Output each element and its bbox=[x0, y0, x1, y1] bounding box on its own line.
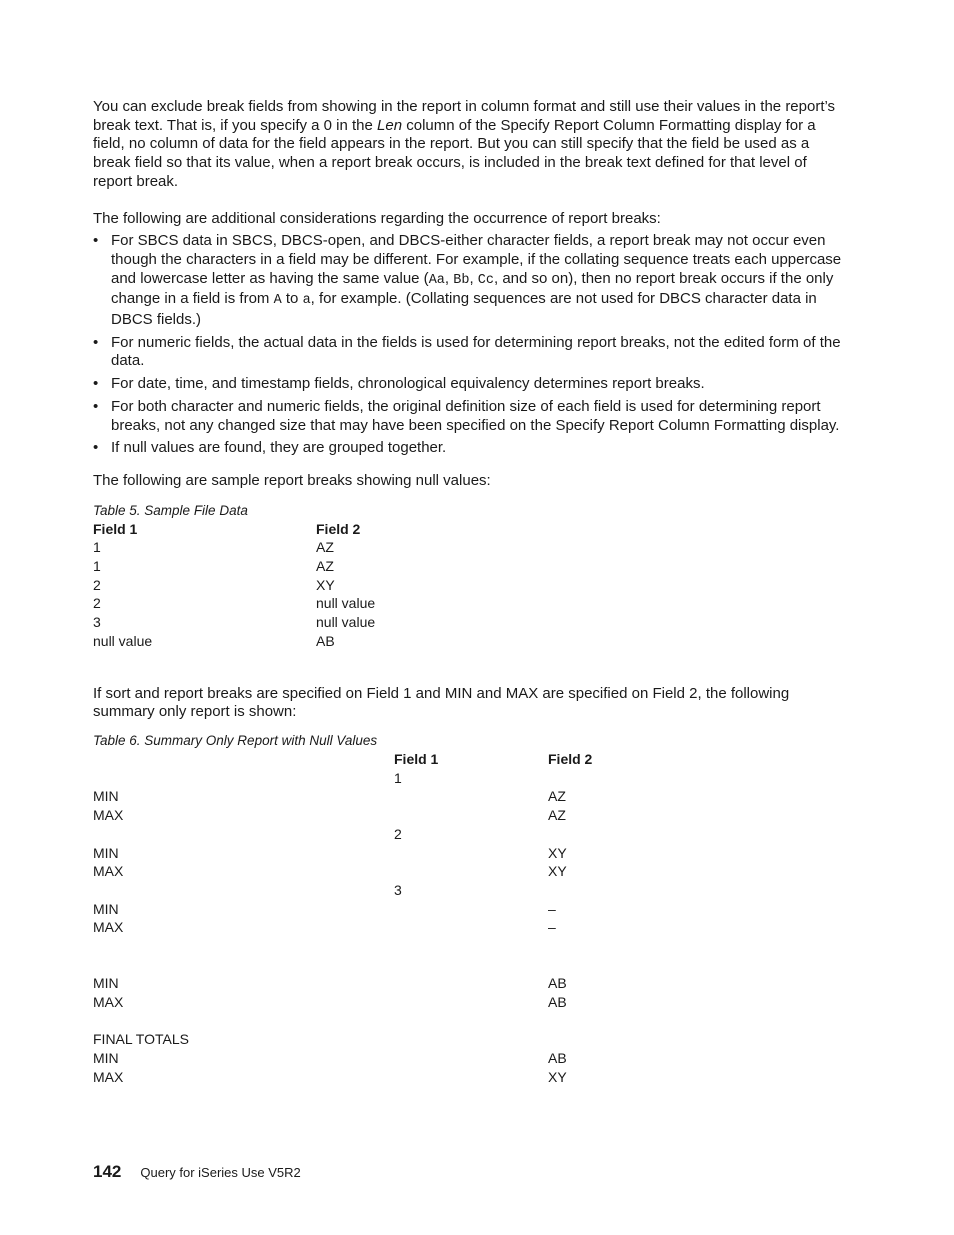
table-cell: – bbox=[548, 919, 556, 936]
table-cell bbox=[394, 937, 548, 956]
table-cell bbox=[93, 881, 394, 900]
table-row bbox=[93, 881, 748, 900]
table-cell bbox=[548, 769, 748, 788]
table-cell bbox=[93, 825, 394, 844]
table-row bbox=[93, 825, 748, 844]
table-cell bbox=[548, 937, 748, 956]
table-row bbox=[93, 993, 748, 1012]
table-row bbox=[93, 1030, 748, 1049]
table-cell: null value bbox=[316, 614, 376, 631]
table-cell: AZ bbox=[316, 558, 334, 575]
table5-caption: Table 5. Sample File Data bbox=[93, 502, 248, 518]
table-row bbox=[93, 862, 748, 881]
table-cell: AB bbox=[548, 975, 567, 992]
list-item: • For numeric fields, the actual data in the fields is used for determining report breaks, not the edited form of the data. bbox=[93, 334, 845, 371]
table-cell: XY bbox=[316, 576, 335, 593]
intro-text-2: column of the Specify Report Column Formatting display for a field, no column of data for the field appears in the report. But you can still specify that the field be used as a break field so that its value, when a report break occurs, is included in the break text defined for that level of report break. bbox=[93, 116, 816, 190]
table-cell bbox=[394, 787, 548, 806]
table-cell bbox=[394, 1068, 548, 1087]
considerations-intro: The following are additional considerations regarding the occurrence of report breaks: bbox=[93, 209, 661, 227]
table-cell: AB bbox=[548, 994, 567, 1011]
table-cell bbox=[394, 844, 548, 863]
table-cell: AB bbox=[548, 1050, 567, 1067]
code-aa: Aa bbox=[428, 272, 445, 288]
code-bb: Bb bbox=[453, 272, 470, 288]
list-item: • If null values are found, they are grouped together. bbox=[93, 439, 845, 458]
table-row bbox=[93, 576, 516, 595]
table-row bbox=[93, 974, 748, 993]
table-header-row bbox=[93, 520, 516, 539]
summary-intro: If sort and report breaks are specified on Field 1 and MIN and MAX are specified on Field 2, the following summary only report is shown: bbox=[93, 684, 790, 721]
table-row bbox=[93, 918, 748, 937]
table-cell: XY bbox=[548, 1068, 567, 1085]
footer-title: Query for iSeries Use V5R2 bbox=[140, 1165, 301, 1180]
table-cell bbox=[548, 1030, 748, 1049]
len-term: Len bbox=[377, 116, 403, 134]
table-row bbox=[93, 937, 748, 956]
bullet-text: , bbox=[444, 269, 454, 287]
table-cell: null value bbox=[93, 632, 153, 649]
page-content bbox=[93, 98, 845, 1087]
code-a-upper: A bbox=[273, 293, 282, 309]
table-cell bbox=[394, 1049, 548, 1068]
table-row bbox=[93, 594, 516, 613]
table-row bbox=[93, 787, 748, 806]
table-cell bbox=[93, 956, 394, 975]
table-cell bbox=[394, 918, 548, 937]
table-cell: MAX bbox=[93, 919, 124, 936]
table-cell: MIN bbox=[93, 788, 119, 805]
page-footer bbox=[93, 1162, 301, 1182]
considerations-list bbox=[93, 232, 845, 458]
intro-paragraph bbox=[93, 98, 845, 192]
table-cell: 1 bbox=[93, 558, 101, 575]
table-row bbox=[93, 538, 516, 557]
bullet-text: , bbox=[469, 269, 478, 287]
column-header bbox=[93, 750, 394, 769]
table6-caption: Table 6. Summary Only Report with Null Values bbox=[93, 732, 378, 748]
table-cell: XY bbox=[548, 863, 567, 880]
table-row bbox=[93, 900, 748, 919]
table-cell: 1 bbox=[394, 769, 402, 786]
table-cell: AZ bbox=[548, 807, 566, 824]
table-cell bbox=[93, 1012, 394, 1031]
intro-text-1: You can exclude break fields from showing in the report in column format and still use their values in the report’s break text. That is, if you specify a 0 in the bbox=[93, 98, 836, 134]
table-cell: 1 bbox=[93, 539, 101, 556]
table-row bbox=[93, 956, 748, 975]
table-cell bbox=[548, 825, 748, 844]
table-row bbox=[93, 557, 516, 576]
table-cell: MIN bbox=[93, 975, 119, 992]
table-cell: XY bbox=[548, 844, 567, 861]
table-cell: 2 bbox=[93, 595, 101, 612]
table-cell bbox=[548, 881, 748, 900]
table-cell bbox=[93, 937, 394, 956]
table-cell: 3 bbox=[394, 881, 402, 898]
table-row bbox=[93, 1049, 748, 1068]
table-cell bbox=[93, 769, 394, 788]
table-cell: MIN bbox=[93, 900, 119, 917]
table-cell bbox=[394, 974, 548, 993]
table-cell bbox=[394, 993, 548, 1012]
table-cell bbox=[394, 1012, 548, 1031]
bullet-text: , and so on), then no report break occurs if the only change in a field is from bbox=[111, 269, 834, 308]
sample-intro: The following are sample report breaks showing null values: bbox=[93, 471, 491, 489]
table-cell: MIN bbox=[93, 1050, 119, 1067]
table-row bbox=[93, 844, 748, 863]
bullet-text: , for example. (Collating sequences are not used for DBCS character data in DBCS fields.) bbox=[111, 290, 817, 329]
table-row bbox=[93, 1012, 748, 1031]
column-header: Field 2 bbox=[316, 520, 361, 537]
column-header: Field 2 bbox=[548, 750, 593, 767]
table-cell bbox=[548, 956, 748, 975]
table-cell: FINAL TOTALS bbox=[93, 1031, 189, 1048]
table-row bbox=[93, 769, 748, 788]
column-header: Field 1 bbox=[394, 750, 439, 767]
table-cell: 2 bbox=[93, 576, 101, 593]
table-cell: 3 bbox=[93, 614, 101, 631]
list-item: • For date, time, and timestamp fields, chronological equivalency determines report breaks. bbox=[93, 375, 845, 394]
table-cell: MAX bbox=[93, 807, 124, 824]
table-cell bbox=[394, 1030, 548, 1049]
table-cell bbox=[394, 956, 548, 975]
table-cell: AZ bbox=[316, 539, 334, 556]
table-row bbox=[93, 613, 516, 632]
table-cell: – bbox=[548, 900, 556, 917]
table-cell bbox=[394, 900, 548, 919]
table-cell: 2 bbox=[394, 825, 402, 842]
sample-file-data-table bbox=[93, 520, 516, 651]
table-cell: MAX bbox=[93, 1068, 124, 1085]
bullet-text: to bbox=[281, 290, 303, 308]
bullet-text: For SBCS data in SBCS, DBCS-open, and DBCS-either character fields, a report break may not occur even though the characters in a field may be different. For example, if the collating sequence treats each uppercase and lowercase letter as having the same value ( bbox=[111, 232, 842, 287]
table-cell bbox=[548, 1012, 748, 1031]
table-row bbox=[93, 1068, 748, 1087]
table-header-row bbox=[93, 750, 748, 769]
column-header: Field 1 bbox=[93, 520, 138, 537]
code-a-lower: a bbox=[302, 293, 311, 309]
list-item bbox=[93, 232, 845, 330]
code-cc: Cc bbox=[477, 272, 494, 288]
table-cell bbox=[394, 862, 548, 881]
table-cell: MAX bbox=[93, 994, 124, 1011]
page-number: 142 bbox=[93, 1162, 122, 1181]
table-cell bbox=[394, 806, 548, 825]
table-row bbox=[93, 632, 516, 651]
table-cell: null value bbox=[316, 595, 376, 612]
table-cell: MIN bbox=[93, 844, 119, 861]
summary-report-table bbox=[93, 750, 748, 1087]
table-cell: MAX bbox=[93, 863, 124, 880]
list-item: • For both character and numeric fields, the original definition size of each field is used for determining report breaks, not any changed size that may have been specified on the Specify Report Column Formatting display. bbox=[93, 398, 845, 435]
table-cell: AB bbox=[316, 632, 335, 649]
summary-report-body bbox=[93, 769, 748, 1087]
table-cell: AZ bbox=[548, 788, 566, 805]
table-row bbox=[93, 806, 748, 825]
